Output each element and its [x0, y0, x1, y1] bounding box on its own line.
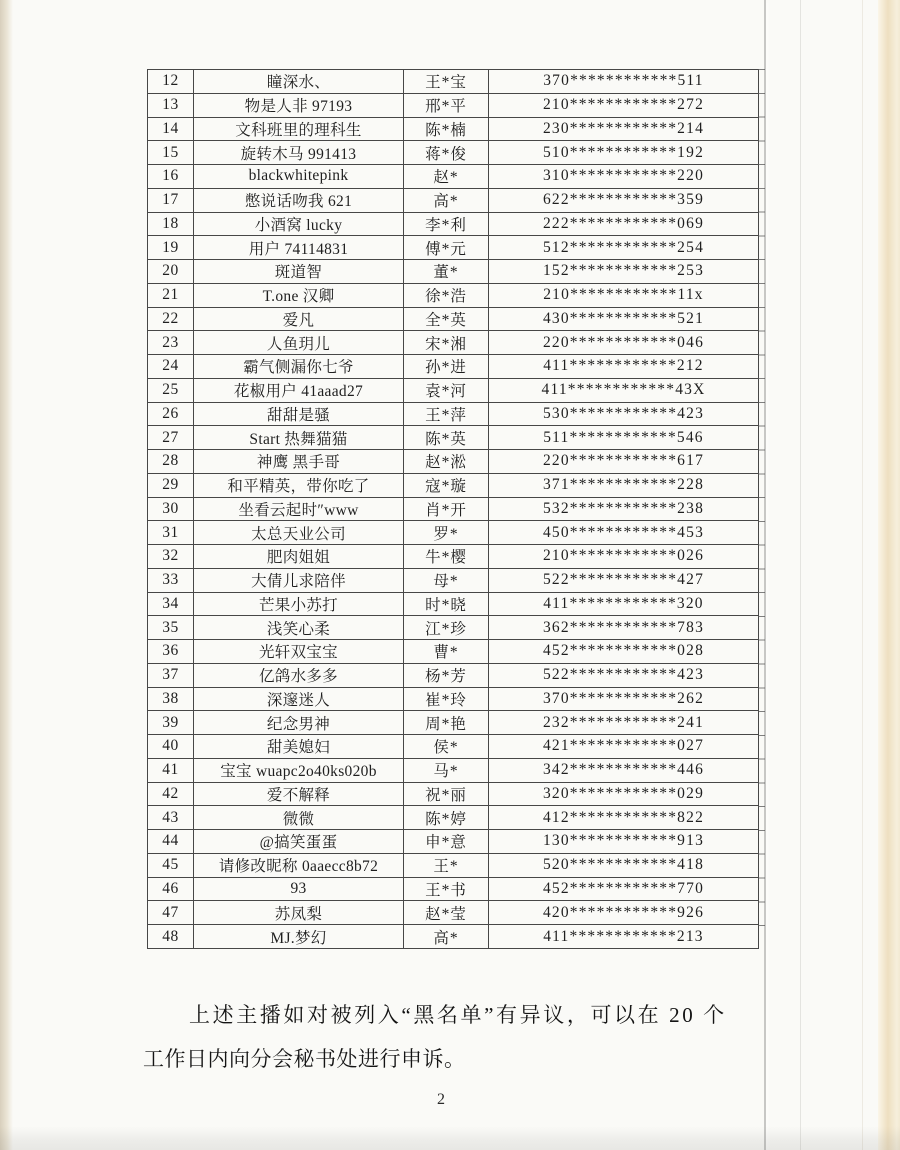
table-row — [148, 473, 759, 497]
nickname-cell: 和平精英，带你吃了 — [194, 473, 404, 497]
row-number-cell: 45 — [148, 853, 194, 877]
masked-name-cell: 王* — [404, 853, 489, 877]
table-row — [148, 165, 759, 189]
table-row — [148, 402, 759, 426]
nickname-cell: 爱凡 — [194, 307, 404, 331]
table-row — [148, 616, 759, 640]
masked-name-cell: 马* — [404, 758, 489, 782]
table-row — [148, 640, 759, 664]
masked-name-cell: 宋*湘 — [404, 331, 489, 355]
table-row — [148, 758, 759, 782]
scan-right-paper-edge — [878, 0, 900, 1150]
masked-id-number-cell: 210************026 — [489, 545, 759, 569]
nickname-cell: 太总天业公司 — [194, 521, 404, 545]
masked-name-cell: 侯* — [404, 735, 489, 759]
masked-id-number-cell: 152************253 — [489, 260, 759, 284]
nickname-cell: 霸气侧漏你七爷 — [194, 355, 404, 379]
nickname-cell: 斑道智 — [194, 260, 404, 284]
masked-name-cell: 赵*淞 — [404, 450, 489, 474]
table-row — [148, 687, 759, 711]
table-row — [148, 545, 759, 569]
table-row — [148, 735, 759, 759]
row-number-cell: 32 — [148, 545, 194, 569]
scan-faint-line — [800, 0, 801, 1150]
masked-id-number-cell: 370************511 — [489, 70, 759, 94]
row-number-cell: 43 — [148, 806, 194, 830]
nickname-cell: 神鹰 黑手哥 — [194, 450, 404, 474]
nickname-cell: 文科班里的理科生 — [194, 117, 404, 141]
nickname-cell: 大倩儿求陪伴 — [194, 568, 404, 592]
nickname-cell: Start 热舞猫猫 — [194, 426, 404, 450]
row-number-cell: 15 — [148, 141, 194, 165]
row-number-cell: 28 — [148, 450, 194, 474]
masked-name-cell: 李*利 — [404, 212, 489, 236]
masked-id-number-cell: 511************546 — [489, 426, 759, 450]
masked-id-number-cell: 421************027 — [489, 735, 759, 759]
masked-id-number-cell: 220************617 — [489, 450, 759, 474]
row-number-cell: 47 — [148, 901, 194, 925]
table-row — [148, 307, 759, 331]
appeal-note-line-1: 上述主播如对被列入“黑名单”有异议，可以在 20 个 — [189, 1003, 727, 1027]
nickname-cell: 憋说话吻我 621 — [194, 188, 404, 212]
table-row — [148, 450, 759, 474]
masked-name-cell: 董* — [404, 260, 489, 284]
masked-id-number-cell: 452************770 — [489, 877, 759, 901]
masked-id-number-cell: 130************913 — [489, 830, 759, 854]
masked-name-cell: 徐*浩 — [404, 283, 489, 307]
nickname-cell: 纪念男神 — [194, 711, 404, 735]
masked-id-number-cell: 411************43X — [489, 378, 759, 402]
masked-id-number-cell: 430************521 — [489, 307, 759, 331]
appeal-note — [143, 993, 783, 1081]
table-row — [148, 188, 759, 212]
nickname-cell: 亿鸽水多多 — [194, 663, 404, 687]
masked-id-number-cell: 512************254 — [489, 236, 759, 260]
nickname-cell: MJ.梦幻 — [194, 925, 404, 949]
table-row — [148, 355, 759, 379]
row-number-cell: 34 — [148, 592, 194, 616]
row-number-cell: 46 — [148, 877, 194, 901]
row-number-cell: 14 — [148, 117, 194, 141]
row-number-cell: 35 — [148, 616, 194, 640]
nickname-cell: 请修改昵称 0aaecc8b72 — [194, 853, 404, 877]
row-number-cell: 19 — [148, 236, 194, 260]
masked-name-cell: 江*珍 — [404, 616, 489, 640]
masked-id-number-cell: 450************453 — [489, 521, 759, 545]
table-row — [148, 592, 759, 616]
table-row — [148, 782, 759, 806]
masked-name-cell: 罗* — [404, 521, 489, 545]
masked-name-cell: 王*萍 — [404, 402, 489, 426]
nickname-cell: 宝宝 wuapc2o40ks020b — [194, 758, 404, 782]
nickname-cell: 人鱼玥儿 — [194, 331, 404, 355]
masked-id-number-cell: 510************192 — [489, 141, 759, 165]
row-number-cell: 30 — [148, 497, 194, 521]
nickname-cell: 光轩双宝宝 — [194, 640, 404, 664]
table-row — [148, 497, 759, 521]
nickname-cell: 小酒窝 lucky — [194, 212, 404, 236]
row-number-cell: 16 — [148, 165, 194, 189]
nickname-cell: 93 — [194, 877, 404, 901]
table-row — [148, 378, 759, 402]
masked-id-number-cell: 522************427 — [489, 568, 759, 592]
masked-name-cell: 肖*开 — [404, 497, 489, 521]
table-row — [148, 260, 759, 284]
row-number-cell: 40 — [148, 735, 194, 759]
masked-name-cell: 王*宝 — [404, 70, 489, 94]
masked-id-number-cell: 222************069 — [489, 212, 759, 236]
masked-name-cell: 寇*璇 — [404, 473, 489, 497]
table-row — [148, 426, 759, 450]
nickname-cell: 用户 74114831 — [194, 236, 404, 260]
nickname-cell: blackwhitepink — [194, 165, 404, 189]
masked-id-number-cell: 520************418 — [489, 853, 759, 877]
row-number-cell: 36 — [148, 640, 194, 664]
nickname-cell: 坐看云起时″www — [194, 497, 404, 521]
masked-name-cell: 陈*婷 — [404, 806, 489, 830]
masked-id-number-cell: 411************213 — [489, 925, 759, 949]
row-number-cell: 17 — [148, 188, 194, 212]
table-row — [148, 853, 759, 877]
table-row — [148, 236, 759, 260]
table-row — [148, 568, 759, 592]
row-number-cell: 21 — [148, 283, 194, 307]
table-row — [148, 283, 759, 307]
masked-name-cell: 陈*英 — [404, 426, 489, 450]
masked-name-cell: 高* — [404, 925, 489, 949]
row-number-cell: 26 — [148, 402, 194, 426]
table-row — [148, 212, 759, 236]
row-number-cell: 23 — [148, 331, 194, 355]
row-number-cell: 13 — [148, 93, 194, 117]
masked-name-cell: 崔*玲 — [404, 687, 489, 711]
row-number-cell: 25 — [148, 378, 194, 402]
masked-name-cell: 袁*河 — [404, 378, 489, 402]
row-number-cell: 22 — [148, 307, 194, 331]
row-number-cell: 18 — [148, 212, 194, 236]
masked-id-number-cell: 371************228 — [489, 473, 759, 497]
masked-id-number-cell: 452************028 — [489, 640, 759, 664]
masked-name-cell: 邢*平 — [404, 93, 489, 117]
nickname-cell: T.one 汉卿 — [194, 283, 404, 307]
masked-name-cell: 祝*丽 — [404, 782, 489, 806]
nickname-cell: 肥肉姐姐 — [194, 545, 404, 569]
page-number: 2 — [437, 1091, 445, 1108]
nickname-cell: 旋转木马 991413 — [194, 141, 404, 165]
row-number-cell: 38 — [148, 687, 194, 711]
masked-name-cell: 时*晓 — [404, 592, 489, 616]
table-row — [148, 901, 759, 925]
masked-id-number-cell: 412************822 — [489, 806, 759, 830]
row-number-cell: 29 — [148, 473, 194, 497]
masked-name-cell: 陈*楠 — [404, 117, 489, 141]
row-number-cell: 39 — [148, 711, 194, 735]
table-row — [148, 117, 759, 141]
table-row — [148, 925, 759, 949]
masked-id-number-cell: 411************212 — [489, 355, 759, 379]
masked-name-cell: 傅*元 — [404, 236, 489, 260]
masked-id-number-cell: 210************272 — [489, 93, 759, 117]
table-row — [148, 141, 759, 165]
masked-id-number-cell: 320************029 — [489, 782, 759, 806]
masked-name-cell: 杨*芳 — [404, 663, 489, 687]
row-number-cell: 31 — [148, 521, 194, 545]
row-number-cell: 42 — [148, 782, 194, 806]
masked-id-number-cell: 210************11x — [489, 283, 759, 307]
table-row — [148, 663, 759, 687]
nickname-cell: 甜甜是骚 — [194, 402, 404, 426]
masked-name-cell: 蒋*俊 — [404, 141, 489, 165]
masked-id-number-cell: 420************926 — [489, 901, 759, 925]
row-number-cell: 20 — [148, 260, 194, 284]
masked-id-number-cell: 220************046 — [489, 331, 759, 355]
scan-faint-line — [862, 0, 863, 1150]
table-row — [148, 331, 759, 355]
nickname-cell: 爱不解释 — [194, 782, 404, 806]
nickname-cell: 花椒用户 41aaad27 — [194, 378, 404, 402]
masked-name-cell: 周*艳 — [404, 711, 489, 735]
masked-name-cell: 赵*莹 — [404, 901, 489, 925]
masked-name-cell: 全*英 — [404, 307, 489, 331]
row-number-cell: 27 — [148, 426, 194, 450]
masked-id-number-cell: 530************423 — [489, 402, 759, 426]
row-number-cell: 48 — [148, 925, 194, 949]
masked-name-cell: 赵* — [404, 165, 489, 189]
masked-id-number-cell: 622************359 — [489, 188, 759, 212]
nickname-cell: 苏凤梨 — [194, 901, 404, 925]
table-row — [148, 877, 759, 901]
masked-id-number-cell: 342************446 — [489, 758, 759, 782]
table-row-tick-marks — [758, 69, 765, 949]
masked-id-number-cell: 411************320 — [489, 592, 759, 616]
masked-id-number-cell: 230************214 — [489, 117, 759, 141]
appeal-note-line-2: 工作日内向分会秘书处进行申诉。 — [143, 1047, 466, 1071]
nickname-cell: @搞笑蛋蛋 — [194, 830, 404, 854]
scan-bottom-shadow — [0, 1126, 900, 1150]
nickname-cell: 芒果小苏打 — [194, 592, 404, 616]
table-row — [148, 70, 759, 94]
nickname-cell: 物是人非 97193 — [194, 93, 404, 117]
masked-name-cell: 曹* — [404, 640, 489, 664]
nickname-cell: 微微 — [194, 806, 404, 830]
row-number-cell: 12 — [148, 70, 194, 94]
nickname-cell: 浅笑心柔 — [194, 616, 404, 640]
masked-name-cell: 王*书 — [404, 877, 489, 901]
table-row — [148, 93, 759, 117]
masked-name-cell: 母* — [404, 568, 489, 592]
row-number-cell: 37 — [148, 663, 194, 687]
nickname-cell: 瞳深水、 — [194, 70, 404, 94]
masked-name-cell: 牛*樱 — [404, 545, 489, 569]
masked-id-number-cell: 532************238 — [489, 497, 759, 521]
masked-id-number-cell: 362************783 — [489, 616, 759, 640]
row-number-cell: 33 — [148, 568, 194, 592]
masked-id-number-cell: 522************423 — [489, 663, 759, 687]
masked-id-number-cell: 370************262 — [489, 687, 759, 711]
masked-id-number-cell: 232************241 — [489, 711, 759, 735]
row-number-cell: 41 — [148, 758, 194, 782]
blacklist-table — [147, 69, 759, 949]
row-number-cell: 44 — [148, 830, 194, 854]
masked-name-cell: 申*意 — [404, 830, 489, 854]
masked-name-cell: 高* — [404, 188, 489, 212]
scan-left-paper-edge — [0, 0, 13, 1150]
masked-id-number-cell: 310************220 — [489, 165, 759, 189]
masked-name-cell: 孙*进 — [404, 355, 489, 379]
table-row — [148, 711, 759, 735]
table-row — [148, 806, 759, 830]
row-number-cell: 24 — [148, 355, 194, 379]
nickname-cell: 甜美媳妇 — [194, 735, 404, 759]
table-row — [148, 521, 759, 545]
table-row — [148, 830, 759, 854]
nickname-cell: 深邃迷人 — [194, 687, 404, 711]
